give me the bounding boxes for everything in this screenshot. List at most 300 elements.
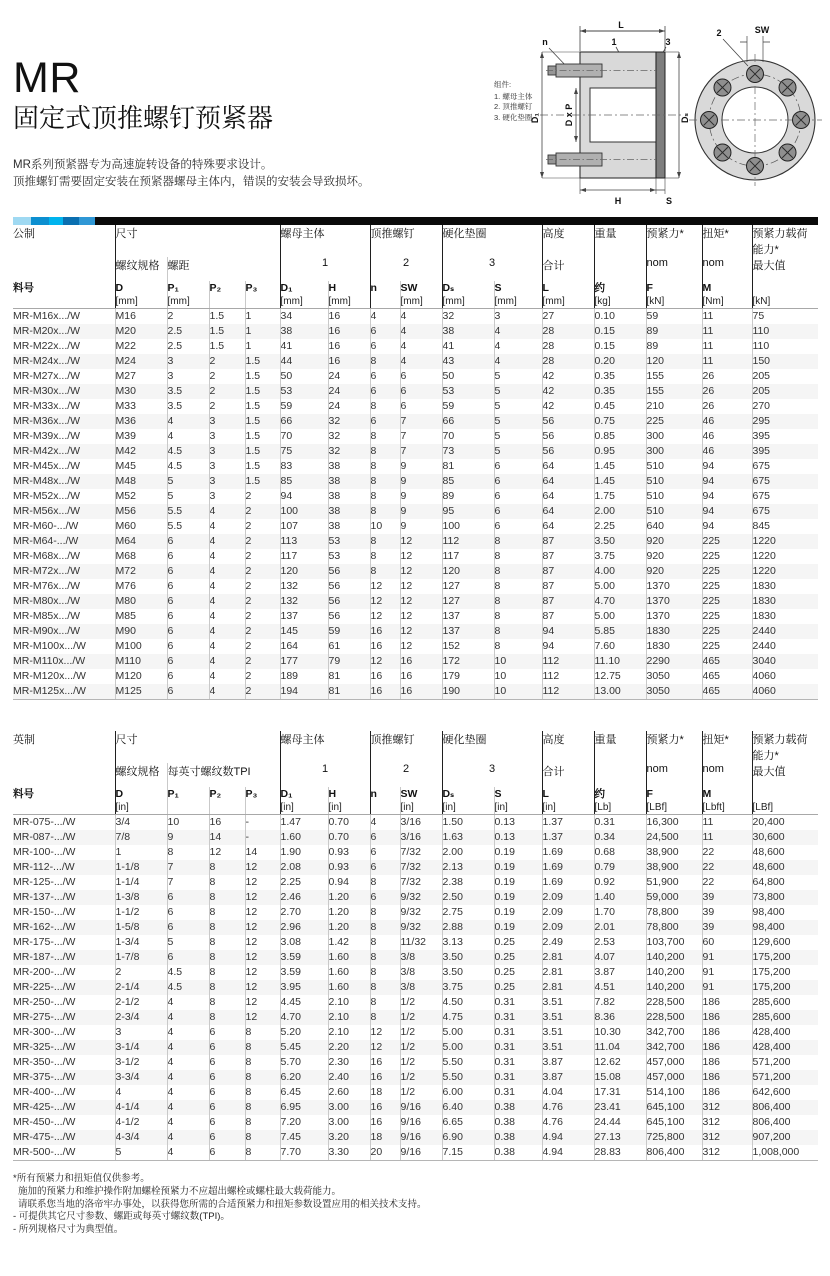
value-cell: 4 [494,324,542,339]
column-label: H [328,282,337,294]
value-cell: 2-1/4 [115,980,167,995]
value-cell: 56 [542,444,594,459]
value-cell: 11/32 [400,935,442,950]
value-cell: 1.69 [542,875,594,890]
value-cell: 140,200 [646,980,702,995]
value-cell: 907,200 [752,1130,818,1145]
value-cell: 12 [245,890,280,905]
value-cell: 5 [494,369,542,384]
value-cell: 1.5 [245,414,280,429]
value-cell: 3.51 [542,995,594,1010]
value-cell: 7 [400,414,442,429]
value-cell: 395 [752,429,818,444]
part-number-cell: MR-150-.../W [13,906,76,918]
value-cell: M125 [115,684,167,700]
value-cell: 571,200 [752,1055,818,1070]
value-cell: 4 [115,1085,167,1100]
value-cell: 110 [752,339,818,354]
value-cell: 12 [245,875,280,890]
value-cell: 1.70 [594,905,646,920]
value-cell: 1-3/4 [115,935,167,950]
subgroup-header: nom [702,257,752,281]
value-cell: 6 [400,369,442,384]
column-group-header: 高度 [542,225,594,257]
value-cell: 22 [702,845,752,860]
value-cell: 8 [370,444,400,459]
value-cell: 0.25 [494,980,542,995]
value-cell: 8 [245,1055,280,1070]
value-cell: 8 [209,995,245,1010]
column-unit [210,801,245,814]
metric-table [13,225,818,700]
subgroup-header: 螺纹规格 [115,257,167,281]
value-cell: 4 [167,1115,209,1130]
value-cell: 2-3/4 [115,1010,167,1025]
subgroup-header: 3 [442,257,542,281]
column-group-header: 重量 [594,731,646,763]
footnote-line: - 可提供其它尺寸参数、螺距或每英寸螺纹数(TPI)。 [13,1211,230,1223]
subgroup-header: nom [646,257,702,281]
value-cell: 12 [245,860,280,875]
value-cell: 110 [752,324,818,339]
value-cell: 11.10 [594,654,646,669]
column-label: S [494,788,502,800]
value-cell: 8 [245,1115,280,1130]
value-cell: 100 [442,519,494,534]
value-cell: 6.65 [442,1115,494,1130]
legend-item: 1. 螺母主体 [494,91,533,101]
value-cell: 1370 [646,579,702,594]
value-cell: 12 [245,920,280,935]
value-cell: 64 [542,459,594,474]
value-cell: 11 [702,830,752,845]
value-cell: 59,000 [646,890,702,905]
value-cell: 9 [400,474,442,489]
column-label [753,787,819,801]
value-cell: 94 [542,624,594,639]
value-cell: M68 [115,549,167,564]
part-number-cell: MR-M48x.../W [13,475,81,487]
value-cell: 0.31 [494,995,542,1010]
table-row [13,845,818,860]
value-cell: M80 [115,594,167,609]
value-cell: 9/16 [400,1115,442,1130]
value-cell: 8 [494,639,542,654]
column-header [245,281,280,309]
value-cell: 295 [752,414,818,429]
column-group-header: 英制 [13,734,35,746]
value-cell: 12 [245,980,280,995]
screw-count-label: n [542,37,548,47]
value-cell: 285,600 [752,1010,818,1025]
value-cell: 2.30 [328,1055,370,1070]
value-cell: 225 [702,564,752,579]
column-group-header: 尺寸 [115,225,280,257]
value-cell: 8 [209,950,245,965]
value-cell: 6 [370,324,400,339]
value-cell: 7/8 [115,830,167,845]
value-cell: 9/32 [400,890,442,905]
value-cell: 41 [442,339,494,354]
value-cell: 73,800 [752,890,818,905]
value-cell: 2.09 [542,905,594,920]
value-cell: 91 [702,965,752,980]
value-cell: 26 [702,384,752,399]
value-cell: 10 [167,815,209,831]
value-cell: 675 [752,489,818,504]
value-cell: 70 [280,429,328,444]
value-cell: 2290 [646,654,702,669]
table-row [13,324,818,339]
value-cell: 6.90 [442,1130,494,1145]
value-cell: 177 [280,654,328,669]
table-row [13,654,818,669]
value-cell: 16 [370,1070,400,1085]
value-cell: 8 [370,905,400,920]
value-cell: 3.00 [328,1100,370,1115]
value-cell: 10 [370,519,400,534]
value-cell: 8 [245,1070,280,1085]
value-cell: 225 [702,609,752,624]
value-cell: 4 [370,815,400,831]
value-cell: 3.30 [328,1145,370,1161]
value-cell: 3-1/2 [115,1055,167,1070]
column-group-header: 顶推螺钉 [370,731,442,763]
value-cell: 0.38 [494,1130,542,1145]
value-cell: 6.00 [442,1085,494,1100]
value-cell: 225 [702,534,752,549]
value-cell: 6.40 [442,1100,494,1115]
value-cell: 94 [542,639,594,654]
column-label: D [115,788,124,800]
dim-L-label: L [618,20,624,30]
value-cell: 24 [328,399,370,414]
value-cell: 8 [209,980,245,995]
value-cell: 0.75 [594,414,646,429]
value-cell: 0.15 [594,339,646,354]
value-cell: 59 [328,624,370,639]
value-cell: 1.60 [328,950,370,965]
value-cell: 571,200 [752,1070,818,1085]
column-unit [13,801,115,814]
value-cell: 1 [115,845,167,860]
value-cell: 8 [370,459,400,474]
value-cell: 16 [370,639,400,654]
value-cell: 5 [494,384,542,399]
value-cell: 675 [752,474,818,489]
value-cell: 395 [752,444,818,459]
value-cell: 38 [328,459,370,474]
value-cell: 9/16 [400,1130,442,1145]
description-line: MR系列预紧器专为高速旋转设备的特殊要求设计。 [13,159,273,171]
value-cell: 8 [209,920,245,935]
value-cell: 5.5 [167,504,209,519]
value-cell: 1/2 [400,1025,442,1040]
value-cell: 0.19 [494,920,542,935]
table-row [13,309,818,325]
value-cell: M22 [115,339,167,354]
value-cell: 1.5 [209,339,245,354]
value-cell: 14 [245,845,280,860]
value-cell: 9 [400,519,442,534]
value-cell: M27 [115,369,167,384]
value-cell: 1830 [752,594,818,609]
part-number-cell: MR-M39x.../W [13,430,81,442]
value-cell: 4 [494,354,542,369]
value-cell: 4060 [752,684,818,700]
value-cell: 3.87 [594,965,646,980]
value-cell: 94 [702,519,752,534]
value-cell: 2.81 [542,980,594,995]
value-cell: 0.31 [494,1025,542,1040]
value-cell: M45 [115,459,167,474]
value-cell: 1220 [752,564,818,579]
value-cell: 16 [400,654,442,669]
value-cell: 41 [280,339,328,354]
value-cell: 6.95 [280,1100,328,1115]
value-cell: 16,300 [646,815,702,831]
value-cell: 3.75 [442,980,494,995]
column-group-header: 扭矩* [702,731,752,763]
value-cell: 8 [245,1145,280,1161]
dim-dxp-label: D x P [564,103,574,127]
value-cell: 5.70 [280,1055,328,1070]
table-row [13,474,818,489]
value-cell: 6 [167,594,209,609]
column-label: F [646,282,653,294]
value-cell: 6 [209,1115,245,1130]
value-cell: 6 [494,504,542,519]
value-cell: 0.31 [494,1040,542,1055]
part-number-cell: MR-137-.../W [13,891,76,903]
value-cell: 7 [400,444,442,459]
value-cell: 2 [209,354,245,369]
value-cell: 16 [370,1055,400,1070]
part-number-cell: MR-M125x.../W [13,684,115,700]
value-cell: 172 [442,654,494,669]
value-cell: 12 [400,639,442,654]
value-cell: 22 [702,875,752,890]
value-cell: 5.50 [442,1055,494,1070]
value-cell: 510 [646,474,702,489]
value-cell: 806,400 [752,1100,818,1115]
value-cell: 103,700 [646,935,702,950]
value-cell: 6 [167,684,209,700]
column-header [328,787,370,815]
part-number-cell: MR-M56x.../W [13,505,81,517]
part-number-cell: MR-475-.../W [13,1131,76,1143]
value-cell: 16 [328,324,370,339]
value-cell: 6 [167,639,209,654]
dim-sw-label: SW [754,25,770,35]
part-number-cell: MR-425-.../W [13,1101,76,1113]
value-cell: 3-1/4 [115,1040,167,1055]
value-cell: 56 [542,414,594,429]
value-cell: 12 [245,905,280,920]
value-cell: 8 [209,875,245,890]
value-cell: 5.20 [280,1025,328,1040]
value-cell: 16 [370,669,400,684]
value-cell: 0.38 [494,1115,542,1130]
value-cell: 1830 [646,624,702,639]
value-cell: 0.70 [328,815,370,831]
value-cell: 2.81 [542,965,594,980]
value-cell: 642,600 [752,1085,818,1100]
value-cell: M56 [115,504,167,519]
column-label [753,281,819,295]
value-cell: 4 [209,549,245,564]
value-cell: 1 [245,309,280,325]
value-cell: 2.46 [280,890,328,905]
value-cell: 3.59 [280,950,328,965]
value-cell: 150 [752,354,818,369]
value-cell: 87 [542,549,594,564]
value-cell: 64 [542,489,594,504]
column-unit: [mm] [328,296,351,307]
dim-ds-label: Dₛ [680,113,690,123]
value-cell: 3050 [646,684,702,700]
value-cell: 112 [542,654,594,669]
value-cell: 38,900 [646,860,702,875]
column-header [542,787,594,815]
value-cell: 1.60 [328,980,370,995]
value-cell: 1.60 [328,965,370,980]
value-cell: 7/32 [400,860,442,875]
value-cell: 3 [167,369,209,384]
value-cell: 81 [328,684,370,700]
value-cell: 12 [245,935,280,950]
column-label: n [370,282,377,294]
value-cell: 1.50 [442,815,494,831]
part-number-cell: MR-500-.../W [13,1145,115,1161]
value-cell: 4 [167,1055,209,1070]
value-cell: 61 [328,639,370,654]
value-cell: 0.35 [594,369,646,384]
value-cell: 186 [702,1040,752,1055]
value-cell: 8 [245,1040,280,1055]
value-cell: 11 [702,354,752,369]
table-row [13,609,818,624]
footnote-line: - 所列规格尺寸为典型值。 [13,1224,124,1236]
value-cell: 3.20 [328,1130,370,1145]
value-cell: 39 [702,920,752,935]
value-cell: 11 [702,324,752,339]
component-2-label: 2 [716,28,722,38]
value-cell: 4 [209,534,245,549]
value-cell: 2.75 [442,905,494,920]
value-cell: 225 [702,624,752,639]
value-cell: 56 [542,429,594,444]
column-header [594,787,646,815]
value-cell: 2.40 [328,1070,370,1085]
part-number-cell: MR-M27x.../W [13,370,81,382]
value-cell: 4.50 [442,995,494,1010]
value-cell: 4.70 [594,594,646,609]
value-cell: 75 [752,309,818,325]
value-cell: 27.13 [594,1130,646,1145]
table-row [13,980,818,995]
value-cell: 85 [442,474,494,489]
value-cell: 3-3/4 [115,1070,167,1085]
value-cell: 6 [167,534,209,549]
value-cell: 12.75 [594,669,646,684]
value-cell: 6 [370,384,400,399]
value-cell: 4 [400,339,442,354]
value-cell: 4.75 [442,1010,494,1025]
value-cell: 12 [245,995,280,1010]
value-cell: 16 [328,309,370,325]
table-row [13,639,818,654]
value-cell: 1830 [646,639,702,654]
value-cell: 675 [752,459,818,474]
part-number-cell: MR-187-.../W [13,951,76,963]
value-cell: M30 [115,384,167,399]
value-cell: 9 [400,504,442,519]
column-group-header: 高度 [542,731,594,763]
value-cell: 24.44 [594,1115,646,1130]
value-cell: 0.31 [594,815,646,831]
value-cell: 4-1/4 [115,1100,167,1115]
value-cell: 225 [702,594,752,609]
value-cell: 24 [328,384,370,399]
value-cell: 342,700 [646,1025,702,1040]
value-cell: 1.5 [245,429,280,444]
value-cell: 186 [702,1010,752,1025]
value-cell: 1-7/8 [115,950,167,965]
cross-section-view [530,20,690,206]
value-cell: 3.50 [442,950,494,965]
value-cell: 8 [209,965,245,980]
value-cell: 4.94 [542,1130,594,1145]
column-header [209,787,245,815]
value-cell: 5.45 [280,1040,328,1055]
value-cell: 8 [370,399,400,414]
value-cell: 4.04 [542,1085,594,1100]
value-cell: 12 [370,654,400,669]
value-cell: 3.95 [280,980,328,995]
value-cell: 28 [542,339,594,354]
value-cell: 5 [494,414,542,429]
part-number-cell: MR-M110x.../W [13,655,86,667]
value-cell: 5.5 [167,519,209,534]
column-unit: [kN] [752,296,771,307]
value-cell: 46 [702,414,752,429]
value-cell: 8 [370,935,400,950]
value-cell: 39 [702,905,752,920]
footnotes [13,1173,817,1237]
value-cell: 1.47 [280,815,328,831]
value-cell: 0.19 [494,905,542,920]
page-title: MR [13,54,81,102]
value-cell: 12 [245,950,280,965]
accent-bar-segment [31,217,49,225]
value-cell: 4.70 [280,1010,328,1025]
value-cell: 5 [115,1145,167,1161]
value-cell: 8 [245,1025,280,1040]
column-header [209,281,245,309]
value-cell: 2 [245,489,280,504]
part-number-cell: MR-M42x.../W [13,445,81,457]
value-cell: 6 [167,950,209,965]
value-cell: 4 [209,519,245,534]
value-cell: 7 [167,860,209,875]
table-row [13,1130,818,1145]
value-cell: 27 [542,309,594,325]
column-label: P₂ [209,282,222,294]
value-cell: 1.45 [594,459,646,474]
value-cell: 16 [328,354,370,369]
value-cell: 3040 [752,654,818,669]
